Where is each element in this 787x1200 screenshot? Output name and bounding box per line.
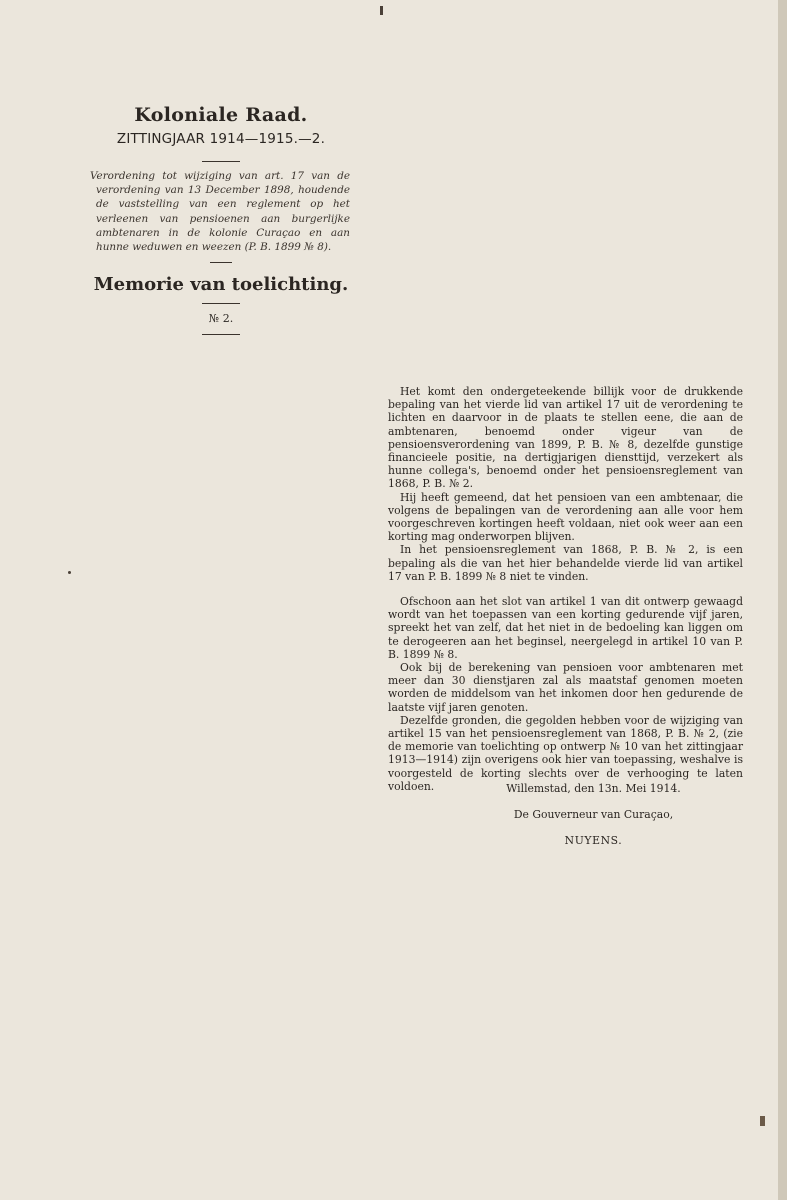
- page-edge: [778, 0, 787, 1200]
- ink-speck: [760, 1116, 765, 1126]
- paragraph: Ofschoon aan het slot van artikel 1 van dit ontwerp gewaagd wordt van het toepassen van een korting gedurende vijf jaren, spreekt het van zelf, dat het niet in de bedoeling kan liggen om te derogeeren aan het beginsel, neergelegd in artikel 10 van P. B. 1899 № 8.: [388, 595, 743, 661]
- paragraph: Dezelfde gronden, die gegolden hebben voor de wijziging van artikel 15 van het pensioensreglement van 1868, P. B. № 2, (zie de memorie van toelichting op ontwerp № 10 van het zittingjaar 1913—1914) zijn overigens ook hier van toepassing, weshalve is voorgesteld de korting slechts over de verhooging te laten voldoen.: [388, 713, 743, 793]
- memorandum-body: [388, 385, 743, 793]
- document-number: № 2.: [208, 312, 234, 326]
- session-year: ZITTINGJAAR 1914—1915.—2.: [116, 131, 326, 147]
- divider: [202, 334, 240, 335]
- paragraph: Ook bij de berekening van pensioen voor ambtenaren met meer dan 30 dienstjaren zal als maatstaf genomen moeten worden de middelsom van het inkomen door hen gedurende de laatste vijf jaren genoten.: [388, 661, 743, 714]
- ink-speck: [68, 571, 71, 574]
- section-heading: Memorie van toelichting.: [93, 274, 349, 296]
- signatory-role: De Gouverneur van Curaçao,: [513, 808, 674, 821]
- place-date: Willemstad, den 13n. Mei 1914.: [506, 782, 681, 795]
- paragraph: Het komt den ondergeteekende billijk voor de drukkende bepaling van het vierde lid van artikel 17 uit de verordening te lichten en daarvoor in de plaats te stellen eene, die aan de ambtenaren, benoemd onder vigeur van de pensioensverordening van 1899, P. B. № 8, dezelfde gunstige financieele positie, na dertigjarigen diensttijd, verzekert als hunne collega's, benoemd onder het pensioensreglement van 1868, P. B. № 2.: [388, 385, 743, 491]
- ordinance-description: [90, 169, 352, 254]
- divider: [202, 161, 240, 162]
- signatory-name: NUYENS.: [564, 834, 623, 847]
- page-title: Koloniale Raad.: [134, 104, 308, 126]
- paragraph: In het pensioensreglement van 1868, P. B. № 2, is een bepaling als die van het hier behandelde vierde lid van artikel 17 van P. B. 1899 № 8 niet te vinden.: [388, 543, 743, 583]
- divider: [202, 303, 240, 304]
- ordinance-text: Verordening tot wijziging van art. 17 van de verordening van 13 December 1898, houdende de vaststelling van een reglement op het verleenen van pensioenen aan burgerlijke ambtenaren in de kolonie Curaçao en aan hunne weduwen en weezen (P. B. 1899 № 8).: [90, 170, 350, 254]
- divider: [210, 262, 232, 263]
- header-block: [90, 102, 352, 335]
- paragraph: Hij heeft gemeend, dat het pensioen van een ambtenaar, die volgens de bepalingen van de verordening aan alle voor hem voorgeschreven kortingen heeft voldaan, niet ook weer aan een korting mag onderworpen blijven.: [388, 490, 743, 544]
- ink-speck: [380, 6, 383, 15]
